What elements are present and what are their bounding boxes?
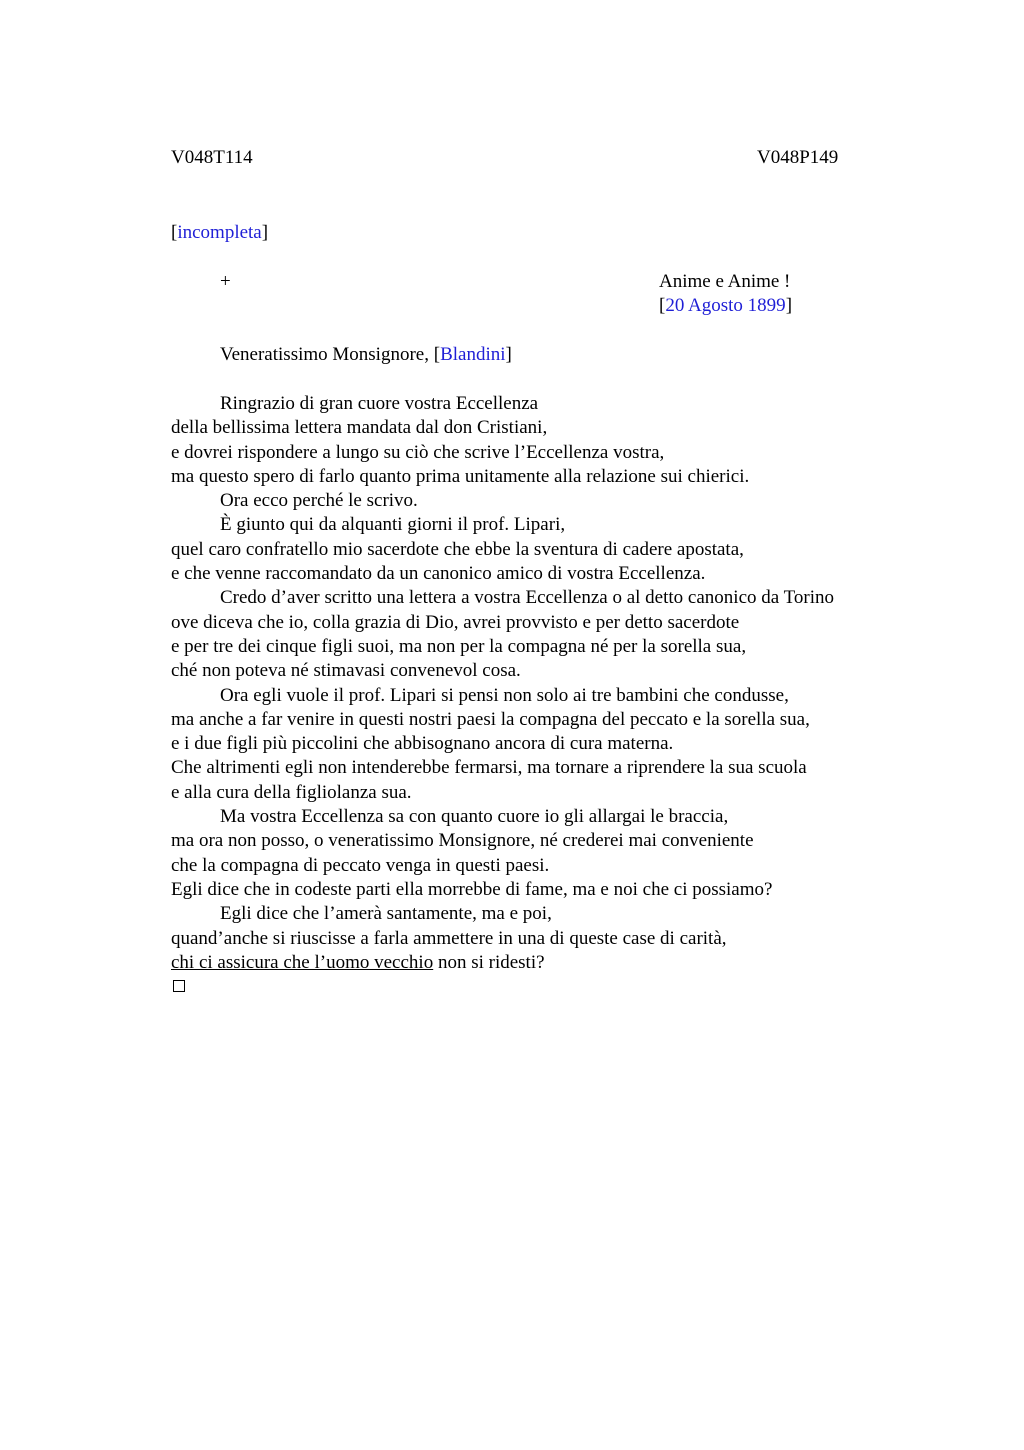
cross-symbol: + bbox=[220, 271, 231, 292]
body-line: quel caro confratello mio sacerdote che ebbe la sventura di cadere apostata, bbox=[171, 538, 744, 560]
body-line-last: chi ci assicura che l’uomo vecchio non si ridesti? bbox=[171, 951, 545, 973]
body-line: e per tre dei cinque figli suoi, ma non per la compagna né per la sorella sua, bbox=[171, 635, 747, 657]
body-line: Ma vostra Eccellenza sa con quanto cuore io gli allargai le braccia, bbox=[220, 806, 729, 828]
body-line: ma anche a far venire in questi nostri paesi la compagna del peccato e la sorella sua, bbox=[171, 708, 810, 730]
letter-date: [20 Agosto 1899] bbox=[659, 295, 793, 316]
body-line: Credo d’aver scritto una lettera a vostra Eccellenza o al detto canonico da Torino bbox=[220, 587, 834, 609]
body-line: della bellissima lettera mandata dal don Cristiani, bbox=[171, 417, 548, 439]
body-line: ma ora non posso, o veneratissimo Monsignore, né crederei mai conveniente bbox=[171, 830, 754, 852]
status-note: [incompleta] bbox=[171, 222, 269, 243]
body-line: e i due figli più piccolini che abbisognano ancora di cura materna. bbox=[171, 733, 674, 755]
body-line: ma questo spero di farlo quanto prima unitamente alla relazione sui chierici. bbox=[171, 465, 750, 487]
end-of-text-box-icon bbox=[173, 980, 185, 992]
letter-date-text: 20 Agosto 1899 bbox=[665, 295, 786, 316]
body-line: Ringrazio di gran cuore vostra Eccellenza bbox=[220, 393, 539, 414]
body-line: ché non poteva né stimavasi convenevol cosa. bbox=[171, 660, 521, 682]
motto: Anime e Anime ! bbox=[659, 271, 791, 292]
body-line: È giunto qui da alquanti giorni il prof. Lipari, bbox=[220, 514, 566, 536]
body-line: Ora egli vuole il prof. Lipari si pensi non solo ai tre bambini che condusse, bbox=[220, 684, 789, 706]
body-line: e alla cura della figliolanza sua. bbox=[171, 781, 412, 803]
body-line: Ora ecco perché le scrivo. bbox=[220, 490, 418, 512]
underlined-phrase: chi ci assicura che l’uomo vecchio bbox=[171, 951, 434, 973]
status-note-text: incompleta bbox=[177, 222, 262, 243]
body-line: e dovrei rispondere a lungo su ciò che scrive l’Eccellenza vostra, bbox=[171, 441, 665, 463]
body-line: quand’anche si riuscisse a farla ammettere in una di queste case di carità, bbox=[171, 927, 727, 949]
salutation: Veneratissimo Monsignore, [Blandini] bbox=[220, 344, 512, 365]
body-line: Egli dice che in codeste parti ella morrebbe di fame, ma e noi che ci possiamo? bbox=[171, 878, 773, 900]
body-line: e che venne raccomandato da un canonico amico di vostra Eccellenza. bbox=[171, 563, 706, 585]
body-line: Che altrimenti egli non intenderebbe fermarsi, ma tornare a riprendere la sua scuola bbox=[171, 757, 807, 779]
body-line: che la compagna di peccato venga in questi paesi. bbox=[171, 854, 550, 876]
body-line: Egli dice che l’amerà santamente, ma e poi, bbox=[220, 903, 552, 925]
body-line: ove diceva che io, colla grazia di Dio, avrei provvisto e per detto sacerdote bbox=[171, 611, 740, 633]
letter-body bbox=[171, 392, 931, 975]
document-code-left: V048T114 bbox=[171, 147, 253, 168]
document-code-right: V048P149 bbox=[757, 147, 839, 168]
recipient-name: Blandini bbox=[440, 344, 506, 365]
